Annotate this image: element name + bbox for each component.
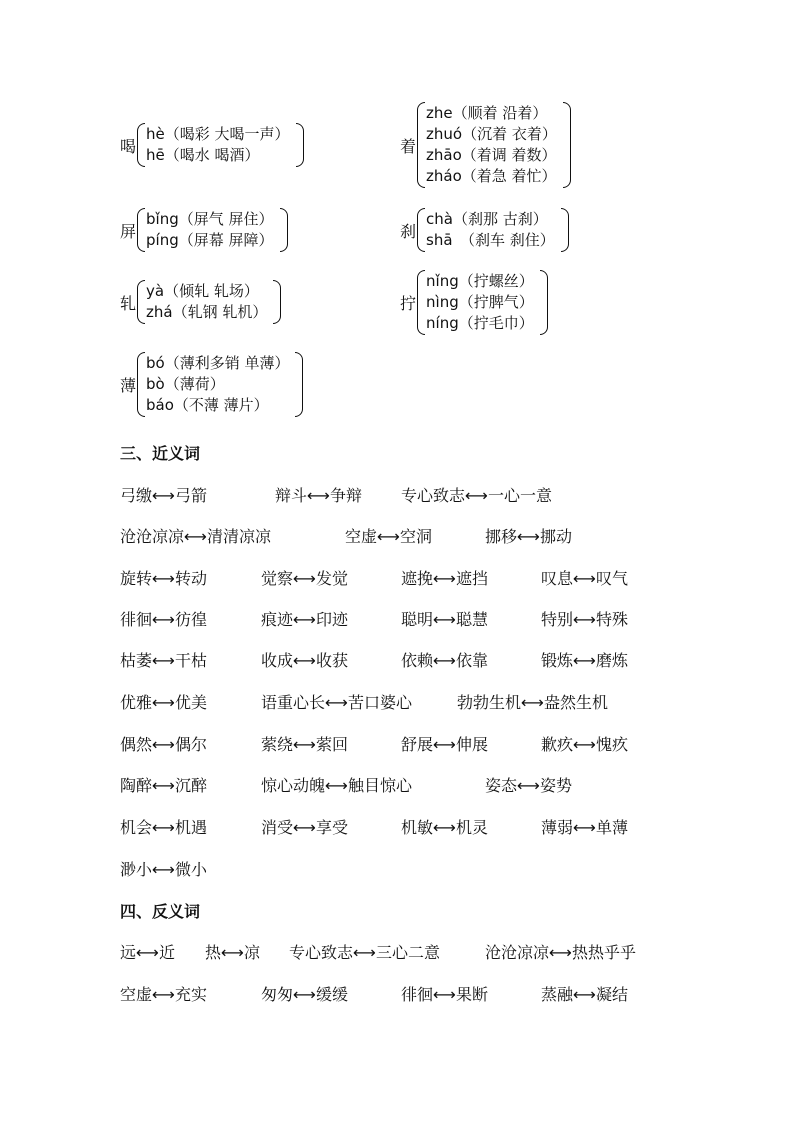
poly-char: 拧 (400, 294, 417, 313)
word-pair: 陶醉⟷沉醉 (120, 776, 207, 795)
word-pair: 舒展⟷伸展 (401, 735, 488, 754)
left-brace (137, 280, 145, 324)
left-brace (137, 123, 145, 167)
right-brace (273, 280, 281, 324)
poly-char: 屏 (120, 221, 137, 241)
word-pair: 萦绕⟷萦回 (261, 735, 348, 754)
word-pair: 优雅⟷优美 (120, 693, 207, 712)
word-pair: 锻炼⟷磨炼 (541, 651, 628, 670)
poly-char: 刹 (400, 221, 417, 241)
poly-char: 着 (400, 136, 417, 156)
poly-reading: zhāo（着调 着数） (426, 146, 557, 164)
word-pair: 聪明⟷聪慧 (401, 610, 488, 629)
left-brace (417, 270, 425, 335)
poly-char: 喝 (120, 136, 137, 156)
word-pair: 惊心动魄⟷触目惊心 (261, 776, 412, 795)
word-pair: 偶然⟷偶尔 (120, 735, 207, 754)
right-brace (563, 102, 571, 188)
poly-reading: bó（薄利多销 单薄） (146, 354, 290, 372)
antonyms-heading: 四、反义词 (120, 902, 201, 921)
word-pair: 依赖⟷依靠 (401, 651, 488, 670)
word-pair: 专心致志⟷一心一意 (401, 486, 552, 505)
right-brace (295, 352, 303, 417)
poly-reading: nìng（拧脾气） (426, 293, 534, 311)
word-pair: 枯萎⟷干枯 (120, 651, 207, 670)
polyphone-bo (120, 352, 303, 417)
word-pair: 语重心长⟷苦口婆心 (261, 693, 412, 712)
poly-reading: píng（屏幕 屏障） (146, 231, 274, 249)
word-pair: 远⟷近 (120, 943, 175, 962)
polyphone-ping (120, 208, 288, 252)
poly-reading: hè（喝彩 大喝一声） (146, 125, 290, 143)
poly-char: 轧 (120, 293, 137, 313)
polyphone-he (120, 123, 304, 167)
right-brace (561, 208, 569, 252)
right-brace (280, 208, 288, 252)
poly-reading: zháo（着急 着忙） (426, 167, 557, 185)
word-pair: 遮挽⟷遮挡 (401, 569, 488, 588)
poly-reading: chà（刹那 古刹） (426, 210, 548, 228)
word-pair: 歉疚⟷愧疚 (541, 735, 628, 754)
poly-reading: shā （刹车 刹住） (426, 231, 555, 249)
word-pair: 特别⟷特殊 (541, 610, 628, 629)
polyphone-cha (400, 208, 569, 252)
left-brace (137, 352, 145, 417)
poly-reading: zhuó（沉着 衣着） (426, 125, 557, 143)
word-pair: 渺小⟷微小 (120, 860, 207, 879)
word-pair: 弓缴⟷弓箭 (120, 486, 207, 505)
poly-char: 薄 (120, 376, 137, 395)
poly-reading: bò（薄荷） (146, 375, 225, 393)
poly-reading: báo（不薄 薄片） (146, 396, 269, 414)
left-brace (137, 208, 145, 252)
word-pair: 热⟷凉 (205, 943, 260, 962)
word-pair: 姿态⟷姿势 (485, 776, 572, 795)
word-pair: 机会⟷机遇 (120, 818, 207, 837)
poly-reading: yà（倾轧 轧场） (146, 282, 259, 300)
polyphone-ning (400, 270, 548, 335)
word-pair: 徘徊⟷果断 (401, 985, 488, 1004)
word-pair: 挪移⟷挪动 (485, 527, 572, 546)
synonyms-heading: 三、近义词 (120, 444, 201, 463)
right-brace (540, 270, 548, 335)
poly-reading: zhá（轧钢 轧机） (146, 303, 268, 321)
word-pair: 薄弱⟷单薄 (541, 818, 628, 837)
word-pair: 消受⟷享受 (261, 818, 348, 837)
word-pair: 匆匆⟷缓缓 (261, 985, 348, 1004)
word-pair: 专心致志⟷三心二意 (289, 943, 440, 962)
word-pair: 徘徊⟷彷徨 (120, 610, 207, 629)
poly-reading: nǐng（拧螺丝） (426, 272, 534, 290)
word-pair: 勃勃生机⟷盎然生机 (457, 693, 608, 712)
poly-reading: zhe（顺着 沿着） (426, 104, 548, 122)
word-pair: 辩斗⟷争辩 (275, 486, 362, 505)
left-brace (417, 102, 425, 188)
word-pair: 痕迹⟷印迹 (261, 610, 348, 629)
word-pair: 沧沧凉凉⟷热热乎乎 (485, 943, 636, 962)
word-pair: 蒸融⟷凝结 (541, 985, 628, 1004)
word-pair: 机敏⟷机灵 (401, 818, 488, 837)
word-pair: 沧沧凉凉⟷清清凉凉 (120, 527, 271, 546)
polyphone-zhe (400, 102, 571, 188)
poly-reading: níng（拧毛巾） (426, 314, 534, 332)
word-pair: 空虚⟷充实 (120, 985, 207, 1004)
word-pair: 叹息⟷叹气 (541, 569, 628, 588)
word-pair: 空虚⟷空洞 (345, 527, 432, 546)
word-pair: 收成⟷收获 (261, 651, 348, 670)
word-pair: 旋转⟷转动 (120, 569, 207, 588)
polyphone-ya (120, 280, 281, 324)
left-brace (417, 208, 425, 252)
poly-reading: hē（喝水 喝酒） (146, 146, 260, 164)
right-brace (296, 123, 304, 167)
poly-reading: bǐng（屏气 屏住） (146, 210, 274, 228)
word-pair: 觉察⟷发觉 (261, 569, 348, 588)
